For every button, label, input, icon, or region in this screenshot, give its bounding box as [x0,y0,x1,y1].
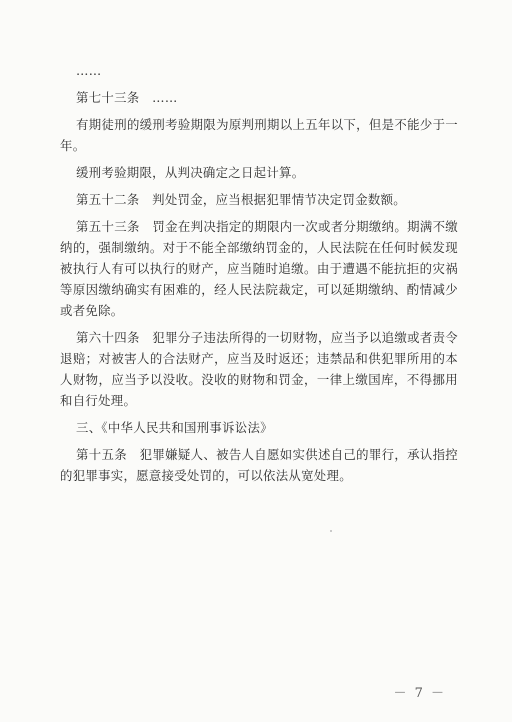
document-body [60,60,458,492]
section-heading-criminal-procedure-law: 三、《中华人民共和国刑事诉讼法》 [76,420,273,435]
article-15-paragraph: 第十五条 犯罪嫌疑人、被告人自愿如实供述自己的罪行，承认指控的犯罪事实，愿意接受处罚的，可以依法从宽处理。 [60,447,458,483]
ellipsis-line: …… [76,63,102,78]
scan-speck [330,530,332,532]
probation-start-paragraph: 缓刑考验期限，从判决确定之日起计算。 [76,165,305,180]
page-number: － 7 － [393,686,446,701]
article-64-paragraph: 第六十四条 犯罪分子违法所得的一切财物，应当予以追缴或者责令退赔；对被害人的合法财产，应当及时返还；违禁品和供犯罪所用的本人财物，应当予以没收。没收的财物和罚金，一律上缴国库，不得挪用和自行处理。 [60,330,458,408]
probation-period-paragraph: 有期徒刑的缓刑考验期限为原判刑期以上五年以下，但是不能少于一年。 [60,117,458,153]
article-52-paragraph: 第五十二条 判处罚金，应当根据犯罪情节决定罚金数额。 [76,192,406,207]
article-73-heading: 第七十三条 …… [76,90,178,105]
article-53-paragraph: 第五十三条 罚金在判决指定的期限内一次或者分期缴纳。期满不缴纳的，强制缴纳。对于不能全部缴纳罚金的，人民法院在任何时候发现被执行人有可以执行的财产，应当随时追缴。由于遭遇不能抗拒的灾祸等原因缴纳确实有困难的，经人民法院裁定，可以延期缴纳、酌情减少或者免除。 [60,219,458,318]
